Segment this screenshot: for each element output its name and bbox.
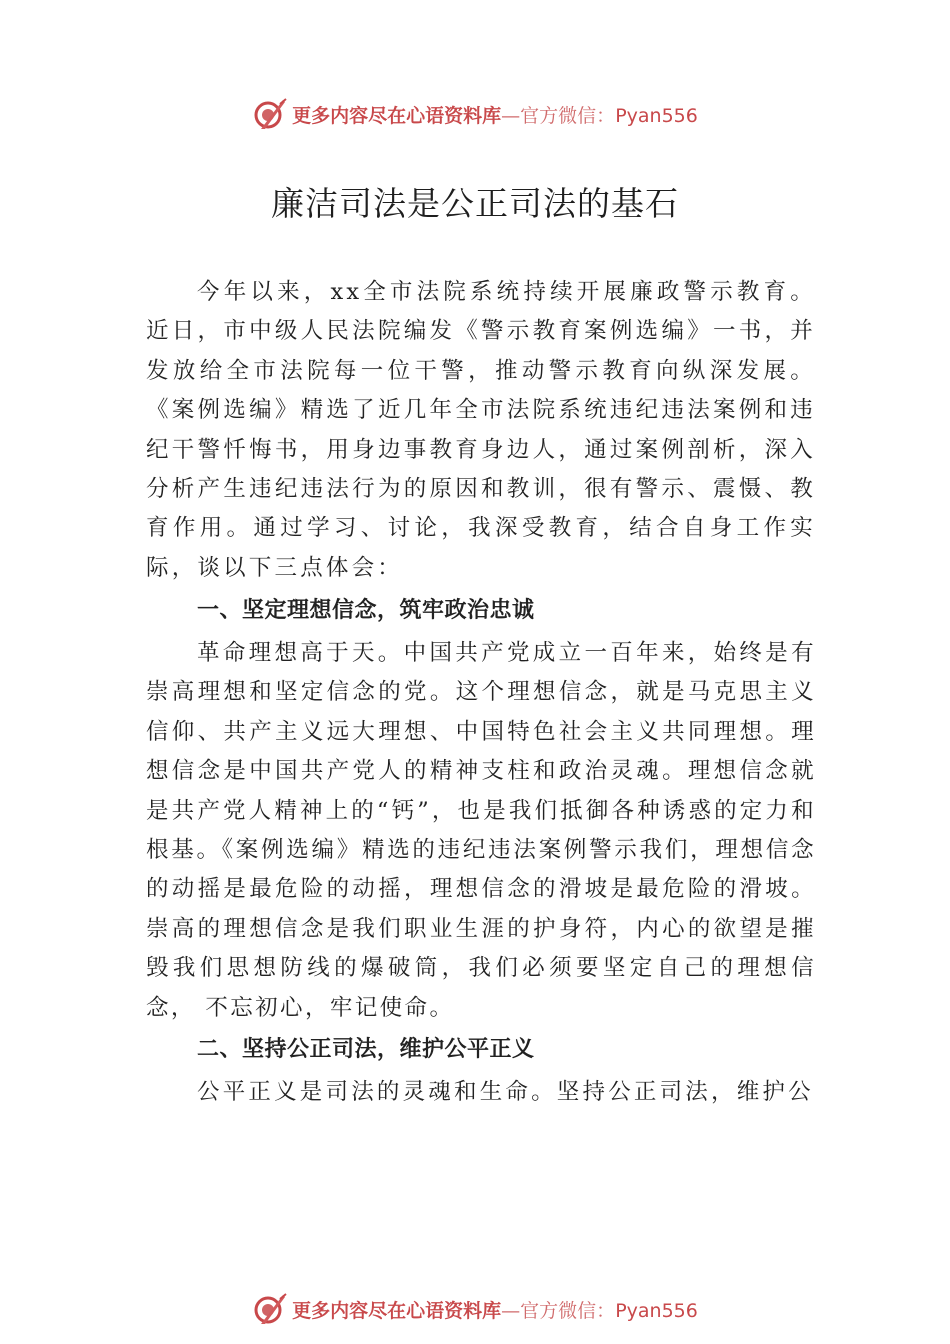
section-2 bbox=[146, 1029, 816, 1071]
heading-section-2: 二、坚持公正司法，维护公平正义 bbox=[197, 1037, 535, 1062]
paragraph-section-2: 公平正义是司法的灵魂和生命。坚持公正司法，维护公 bbox=[197, 1079, 814, 1105]
paragraph-intro: 今年以来，xx全市法院系统持续开展廉政警示教育。近日，市中级人民法院编发《警示教育案例选编》一书，并发放给全市法院每一位干警，推动警示教育向纵深发展。《案例选编》精选了近几年全市法院系统违纪违法案例和违纪干警忏悔书，用身边事教育身边人，通过案例剖析，深入分析产生违纪违法行为的原因和教训，很有警示、震慑、教育作用。通过学习、讨论，我深受教育，结合自身工作实际，谈以下三点体会： bbox=[146, 279, 816, 581]
quill-logo-icon bbox=[252, 1291, 288, 1327]
section-1 bbox=[146, 590, 816, 632]
paragraph-section-1: 革命理想高于天。中国共产党成立一百年来，始终是有崇高理想和坚定信念的党。这个理想信念，就是马克思主义信仰、共产主义远大理想、中国特色社会主义共同理想。理想信念是中国共产党人的精神支柱和政治灵魂。理想信念就是共产党人精神上的“钙”，也是我们抵御各种诱惑的定力和 根基。《案例选编》精选的违纪违法案例警示我们，理想信念的动摇是最危险的动摇，理想信念的滑坡是最危险的滑坡。崇高的理想信念是我们职业生涯的护身符，内心的欲望是摧 毁我们思想防线的爆破筒，我们必须要坚定自己的理想信念， 不忘初心，牢记使命。 bbox=[146, 640, 816, 1021]
quill-logo-icon bbox=[252, 96, 288, 132]
watermark-text: 更多内容尽在心语资料库—官方微信：Pyan556 bbox=[292, 104, 698, 127]
page-title: 廉洁司法是公正司法的基石 bbox=[271, 184, 679, 223]
watermark-text: 更多内容尽在心语资料库—官方微信：Pyan556 bbox=[292, 1299, 698, 1322]
section-1-body bbox=[146, 634, 816, 1028]
heading-section-1: 一、坚定理想信念，筑牢政治忠诚 bbox=[197, 598, 535, 623]
header-watermark bbox=[0, 94, 950, 134]
document-body bbox=[146, 273, 816, 588]
footer-watermark bbox=[0, 1289, 950, 1329]
section-2-body bbox=[146, 1073, 816, 1112]
